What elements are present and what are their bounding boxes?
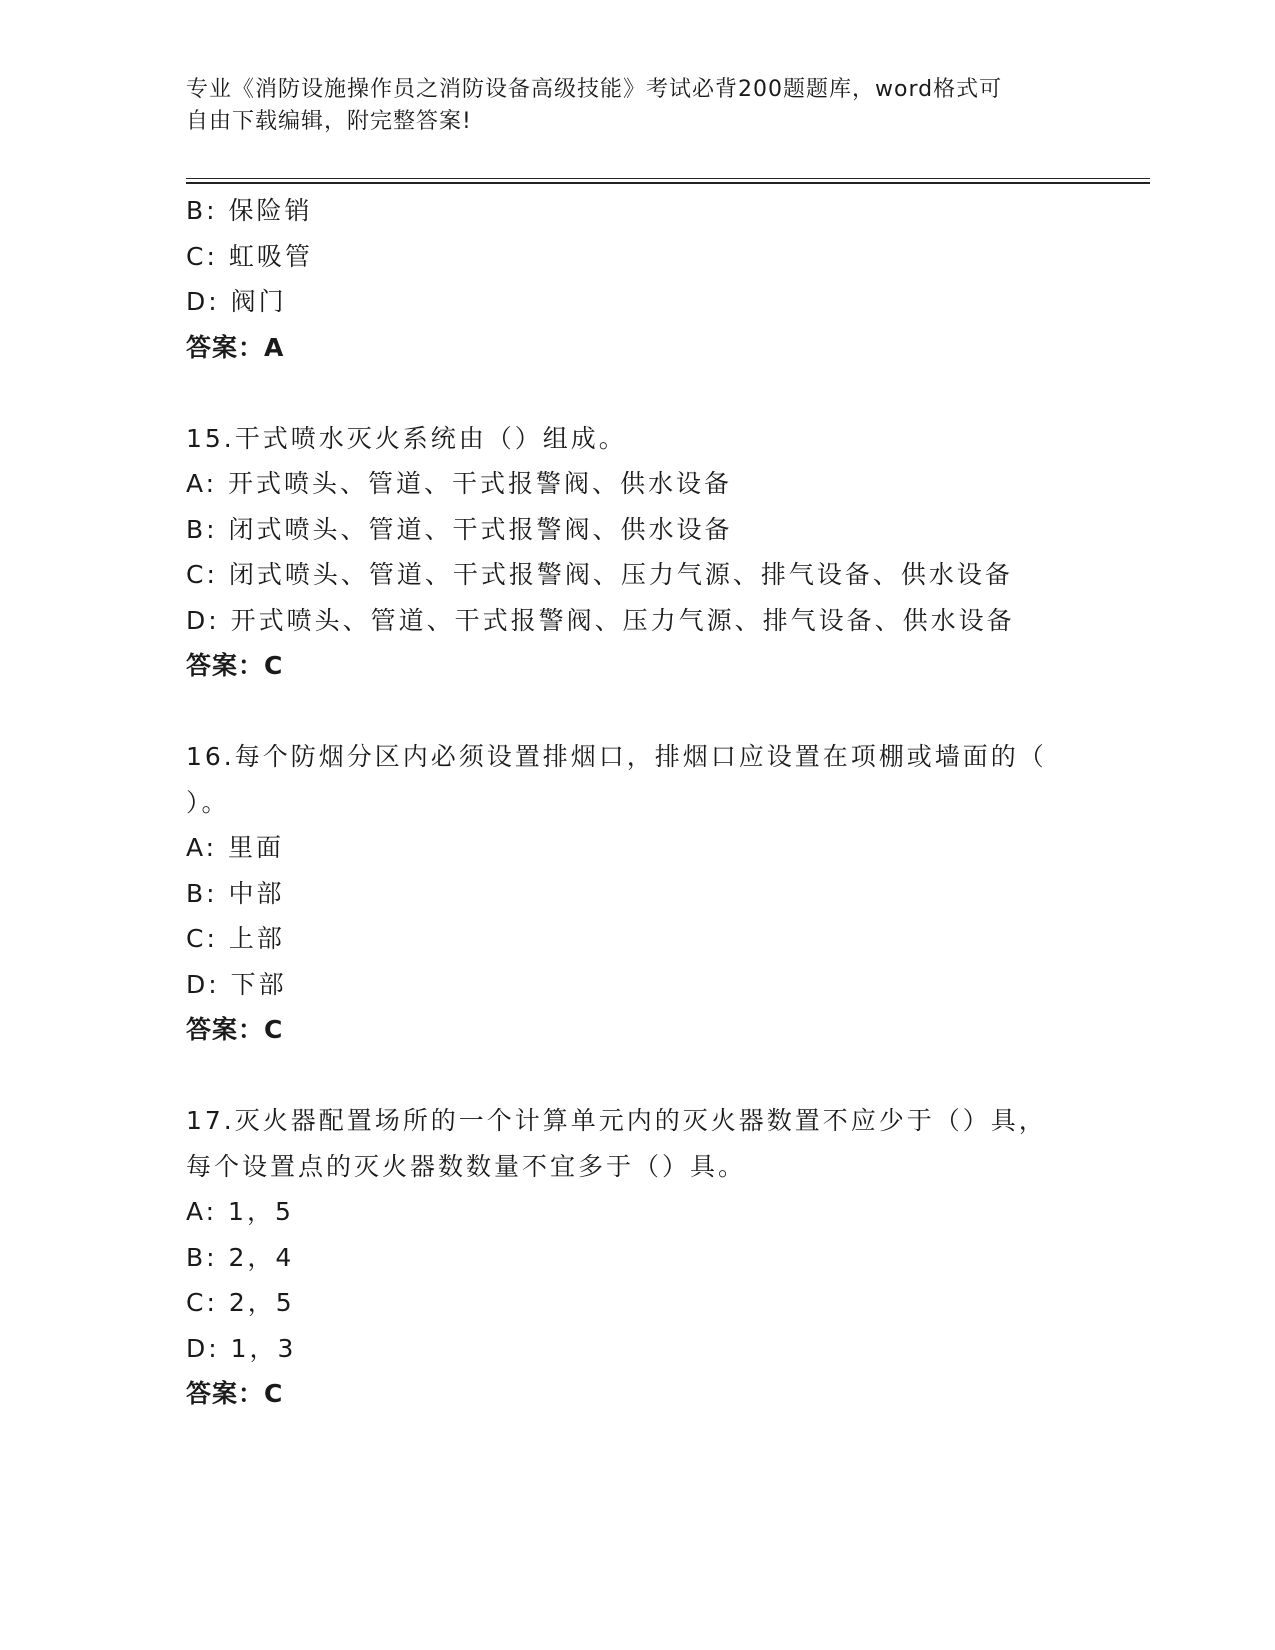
- option-a: A: 开式喷头、管道、干式报警阀、供水设备: [186, 469, 733, 498]
- option-c: C: 上部: [186, 924, 285, 953]
- header-line-2: 自由下载编辑，附完整答案!: [186, 109, 472, 134]
- option-a: A: 里面: [186, 833, 285, 862]
- answer: 答案：C: [186, 651, 284, 680]
- header-divider-thin: [186, 178, 1150, 179]
- question-16: [186, 734, 1086, 1053]
- option-c: C: 虹吸管: [186, 241, 313, 271]
- question-14-tail: [186, 188, 1086, 370]
- answer: 答案：C: [186, 1015, 284, 1044]
- question-17: [186, 1098, 1086, 1417]
- option-d: D: 开式喷头、管道、干式报警阀、压力气源、排气设备、供水设备: [186, 605, 1015, 635]
- question-stem-line-2: 每个设置点的灭火器数数量不宜多于（）具。: [186, 1151, 747, 1181]
- option-d: D: 1，3: [186, 1333, 297, 1363]
- answer: 答案：C: [186, 1379, 284, 1408]
- option-a: A: 1，5: [186, 1197, 294, 1226]
- header-divider-thick: [186, 182, 1150, 184]
- header-line-1: 专业《消防设施操作员之消防设备高级技能》考试必背200题题库，word格式可: [186, 77, 1003, 102]
- question-stem-line-1: 17.灭火器配置场所的一个计算单元内的灭火器数置不应少于（）具，: [186, 1106, 1047, 1135]
- option-b: B: 闭式喷头、管道、干式报警阀、供水设备: [186, 514, 733, 544]
- question-stem-line-1: 16.每个防烟分区内必须设置排烟口，排烟口应设置在项棚或墙面的（: [186, 742, 1047, 771]
- question-stem-line-2: ）。: [186, 787, 230, 817]
- document-header: [186, 74, 1066, 138]
- option-b: B: 中部: [186, 878, 285, 908]
- question-stem: 15.干式喷水灭火系统由（）组成。: [186, 423, 627, 453]
- question-content: [186, 188, 1086, 1417]
- question-15: [186, 416, 1086, 689]
- option-c: C: 2，5: [186, 1288, 295, 1317]
- answer: 答案：A: [186, 332, 285, 362]
- option-b: B: 2，4: [186, 1242, 295, 1272]
- option-b: B: 保险销: [186, 196, 313, 225]
- option-d: D: 下部: [186, 969, 287, 999]
- option-c: C: 闭式喷头、管道、干式报警阀、压力气源、排气设备、供水设备: [186, 560, 1013, 589]
- option-d: D: 阀门: [186, 287, 287, 316]
